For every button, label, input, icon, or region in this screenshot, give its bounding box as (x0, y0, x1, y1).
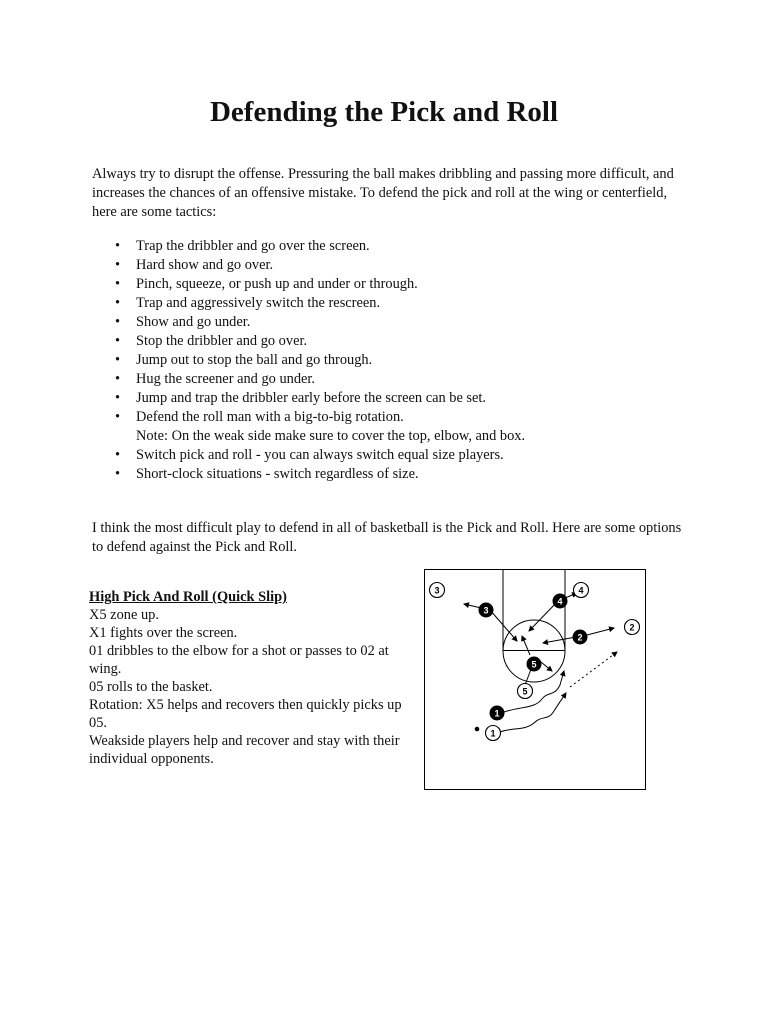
play-step: 01 dribbles to the elbow for a shot or passes to 02 at wing. (89, 643, 389, 677)
defender-x3-label: 3 (483, 605, 489, 616)
offense-player-5-label: 5 (522, 686, 528, 697)
intro-paragraph: Always try to disrupt the offense. Pressuring the ball makes dribbling and passing more difficult, and increases the chances of an offensive mistake. To defend the pick and roll at the wing or centerfield, here are some tactics: (92, 166, 674, 220)
play-description (89, 588, 419, 768)
offense-player-4-label: 4 (578, 585, 584, 596)
play-step: Rotation: X5 helps and recovers then quickly picks up 05. (89, 697, 402, 731)
tactic-item: • Hug the screener and go under. (115, 370, 695, 389)
play-step: X5 zone up. (89, 607, 159, 623)
play-step: 05 rolls to the basket. (89, 679, 213, 695)
tactic-item: • Jump out to stop the ball and go through. (115, 351, 695, 370)
tactic-item: • Stop the dribbler and go over. (115, 332, 695, 351)
defender-x5-label: 5 (531, 659, 537, 670)
tactics-list (115, 237, 695, 484)
play-step: Weakside players help and recover and stay with their individual opponents. (89, 733, 400, 767)
offense-player-3-label: 3 (434, 585, 440, 596)
offense-player-1-label: 1 (490, 728, 496, 739)
tactic-item: • Trap and aggressively switch the rescreen. (115, 294, 695, 313)
court-svg (424, 569, 646, 790)
play-step: X1 fights over the screen. (89, 625, 238, 641)
page-title: Defending the Pick and Roll (209, 96, 559, 128)
ball-icon (475, 727, 480, 732)
play-title: High Pick And Roll (Quick Slip) (89, 589, 287, 605)
tactic-item: • Short-clock situations - switch regardless of size. (115, 465, 695, 484)
defender-x2-label: 2 (577, 632, 583, 643)
tactic-item: • Show and go under. (115, 313, 695, 332)
offense-player-2-label: 2 (629, 622, 635, 633)
play-diagram (424, 569, 646, 790)
tactic-item: • Hard show and go over. (115, 256, 695, 275)
second-paragraph: I think the most difficult play to defend in all of basketball is the Pick and Roll. Here are some options to defend against the Pick and Roll. (92, 520, 682, 555)
tactic-item: • Switch pick and roll - you can always switch equal size players. (115, 446, 695, 465)
tactic-item: • Pinch, squeeze, or push up and under or through. (115, 275, 695, 294)
tactic-note: Note: On the weak side make sure to cover the top, elbow, and box. (136, 428, 526, 444)
tactic-text: Defend the roll man with a big-to-big rotation. (136, 409, 404, 425)
tactic-item: • Trap the dribbler and go over the screen. (115, 237, 695, 256)
defender-x4-label: 4 (557, 596, 563, 607)
defender-x1-label: 1 (494, 708, 500, 719)
tactic-item: • Jump and trap the dribbler early before the screen can be set. (115, 389, 695, 408)
tactic-item (115, 408, 695, 446)
court-border (425, 570, 646, 790)
